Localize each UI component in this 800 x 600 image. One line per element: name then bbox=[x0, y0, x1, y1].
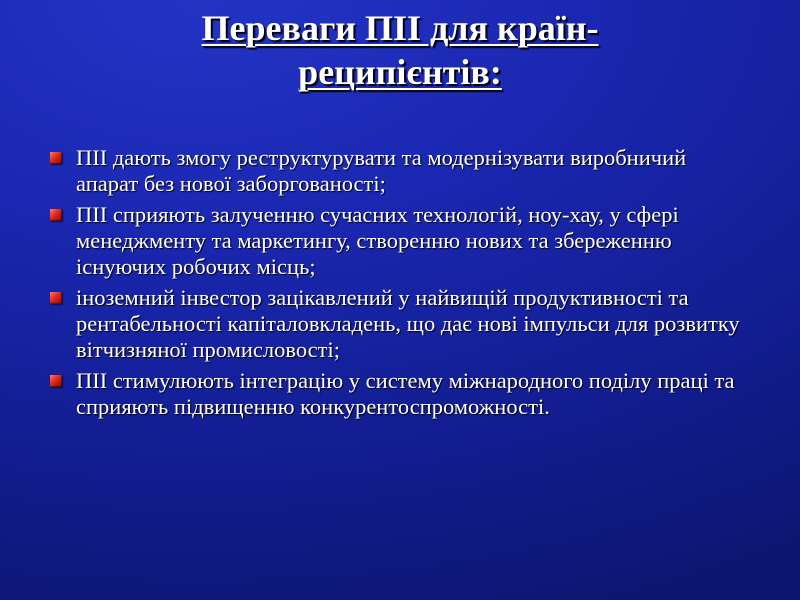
red-square-bullet-icon bbox=[50, 209, 62, 221]
bullet-list bbox=[48, 145, 748, 425]
slide-title bbox=[40, 6, 760, 94]
red-square-bullet-icon bbox=[50, 152, 62, 164]
red-square-bullet-icon bbox=[50, 292, 62, 304]
bullet-item bbox=[48, 368, 748, 420]
bullet-text: іноземний інвестор зацікавлений у найвищій продуктивності та рентабельності капіталовкладень, що дає нові імпульси для розвитку вітчизняної промисловості; bbox=[76, 285, 740, 362]
bullet-item bbox=[48, 145, 748, 197]
bullet-text: ПІІ сприяють залученню сучасних технологій, ноу-хау, у сфері менеджменту та маркетингу, створенню нових та збереженню існуючих робочих місць; bbox=[76, 202, 679, 279]
bullet-item bbox=[48, 202, 748, 280]
red-square-bullet-icon bbox=[50, 375, 62, 387]
slide-title-line-2: реципієнтів: bbox=[298, 52, 502, 92]
bullet-item bbox=[48, 285, 748, 363]
bullet-text: ПІІ стимулюють інтеграцію у систему міжнародного поділу праці та сприяють підвищенню конкурентоспроможності. bbox=[76, 368, 735, 419]
bullet-text: ПІІ дають змогу реструктурувати та модернізувати виробничий апарат без нової заборгованості; bbox=[76, 145, 687, 196]
slide-title-line-1: Переваги ПІІ для країн- bbox=[201, 8, 599, 48]
